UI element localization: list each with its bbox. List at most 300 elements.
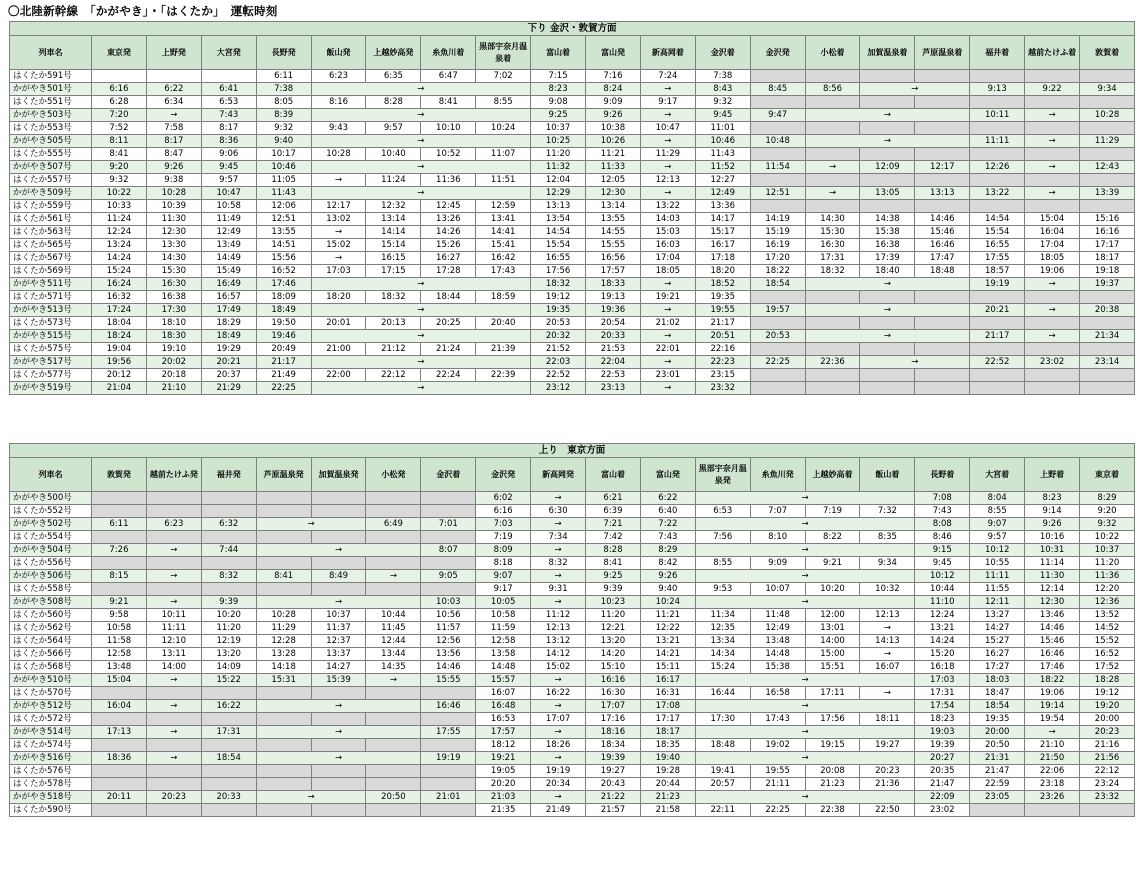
column-header: 新高岡発 <box>531 458 586 492</box>
time-cell: 19:46 <box>256 330 311 343</box>
column-header: 富山発 <box>586 36 641 70</box>
table-row <box>10 161 1135 174</box>
time-cell: 19:10 <box>146 343 201 356</box>
time-cell: 14:55 <box>586 226 641 239</box>
time-cell: 12:43 <box>1080 161 1135 174</box>
time-cell: 16:27 <box>421 252 476 265</box>
time-cell: 8:42 <box>640 557 695 570</box>
empty-cell <box>146 739 201 752</box>
time-cell: 7:24 <box>640 70 695 83</box>
time-cell: 9:57 <box>970 531 1025 544</box>
empty-cell <box>146 713 201 726</box>
empty-cell <box>860 70 915 83</box>
train-name: かがやき508号 <box>10 596 92 609</box>
time-cell: → <box>256 791 366 804</box>
time-cell: 13:49 <box>201 239 256 252</box>
time-cell: 20:53 <box>531 317 586 330</box>
time-cell: 20:23 <box>1080 726 1135 739</box>
train-name: はくたか571号 <box>10 291 92 304</box>
time-cell: 19:06 <box>1025 265 1080 278</box>
time-cell: 20:00 <box>970 726 1025 739</box>
time-cell: 10:07 <box>750 583 805 596</box>
time-cell: 6:47 <box>421 70 476 83</box>
time-cell: 14:51 <box>256 239 311 252</box>
train-name: はくたか552号 <box>10 505 92 518</box>
time-cell: 10:10 <box>421 122 476 135</box>
column-header: 敦賀着 <box>1080 36 1135 70</box>
time-cell: 8:23 <box>531 83 586 96</box>
time-cell: 13:26 <box>421 213 476 226</box>
time-cell: 9:40 <box>640 583 695 596</box>
time-cell: 13:22 <box>640 200 695 213</box>
time-cell: 16:30 <box>805 239 860 252</box>
time-cell: 9:38 <box>146 174 201 187</box>
time-cell: → <box>805 109 970 122</box>
empty-cell <box>1025 382 1080 395</box>
empty-cell <box>1025 70 1080 83</box>
time-cell: 9:40 <box>256 135 311 148</box>
column-header: 加賀温泉発 <box>311 458 366 492</box>
time-cell: 7:38 <box>695 70 750 83</box>
time-cell: 7:43 <box>640 531 695 544</box>
table-row <box>10 96 1135 109</box>
time-cell: → <box>531 700 586 713</box>
time-cell: 16:46 <box>1025 648 1080 661</box>
time-cell: 9:43 <box>311 122 366 135</box>
time-cell: 21:01 <box>421 791 476 804</box>
empty-cell <box>860 148 915 161</box>
empty-cell <box>421 739 476 752</box>
up-direction-heading: 上り 東京方面 <box>10 444 1135 458</box>
time-cell: 12:17 <box>915 161 970 174</box>
empty-cell <box>311 804 366 817</box>
time-cell: 13:20 <box>201 648 256 661</box>
time-cell: 16:07 <box>860 661 915 674</box>
time-cell: 14:21 <box>640 648 695 661</box>
time-cell: 17:55 <box>421 726 476 739</box>
time-cell: 20:33 <box>201 791 256 804</box>
table-row <box>10 622 1135 635</box>
time-cell: 7:21 <box>586 518 641 531</box>
empty-cell <box>1080 200 1135 213</box>
time-cell: 21:22 <box>586 791 641 804</box>
empty-cell <box>201 713 256 726</box>
time-cell: 13:44 <box>366 648 421 661</box>
time-cell: 8:56 <box>805 83 860 96</box>
empty-cell <box>970 317 1025 330</box>
column-header: 飯山着 <box>860 458 915 492</box>
empty-cell <box>201 804 256 817</box>
column-header: 小松着 <box>805 36 860 70</box>
time-cell: 10:20 <box>201 609 256 622</box>
time-cell: → <box>146 674 201 687</box>
time-cell: 22:25 <box>750 356 805 369</box>
time-cell: 10:22 <box>1080 531 1135 544</box>
time-cell: 11:20 <box>1080 557 1135 570</box>
time-cell: 8:32 <box>201 570 256 583</box>
column-header: 富山着 <box>586 458 641 492</box>
time-cell: 9:20 <box>92 161 147 174</box>
time-cell: 6:02 <box>476 492 531 505</box>
column-header: 上越妙高着 <box>805 458 860 492</box>
column-header: 敦賀発 <box>92 458 147 492</box>
time-cell: 16:16 <box>1080 226 1135 239</box>
time-cell: 13:20 <box>586 635 641 648</box>
time-cell: 12:35 <box>695 622 750 635</box>
time-cell: → <box>311 135 531 148</box>
empty-cell <box>201 778 256 791</box>
time-cell: 21:24 <box>421 343 476 356</box>
empty-cell <box>421 492 476 505</box>
time-cell: 16:30 <box>586 687 641 700</box>
empty-cell <box>201 739 256 752</box>
time-cell: 19:27 <box>860 739 915 752</box>
time-cell: 9:58 <box>92 609 147 622</box>
time-cell: 15:24 <box>695 661 750 674</box>
empty-cell <box>805 174 860 187</box>
time-cell: 18:24 <box>92 330 147 343</box>
time-cell: 11:58 <box>92 635 147 648</box>
train-name: かがやき509号 <box>10 187 92 200</box>
time-cell: 6:23 <box>311 70 366 83</box>
time-cell: 9:22 <box>1025 83 1080 96</box>
empty-cell <box>805 148 860 161</box>
time-cell: → <box>640 161 695 174</box>
time-cell: 6:40 <box>640 505 695 518</box>
time-cell: 7:38 <box>256 83 311 96</box>
empty-cell <box>366 687 421 700</box>
time-cell: 23:01 <box>640 369 695 382</box>
table-row <box>10 609 1135 622</box>
empty-cell <box>1025 317 1080 330</box>
empty-cell <box>805 122 860 135</box>
time-cell: 8:39 <box>256 109 311 122</box>
time-cell: 7:07 <box>750 505 805 518</box>
train-name: はくたか574号 <box>10 739 92 752</box>
time-cell: → <box>146 752 201 765</box>
time-cell: 12:24 <box>915 609 970 622</box>
time-cell: 11:30 <box>1025 570 1080 583</box>
time-cell: 17:56 <box>805 713 860 726</box>
time-cell: 10:46 <box>256 161 311 174</box>
time-cell: 8:04 <box>970 492 1025 505</box>
empty-cell <box>805 200 860 213</box>
time-cell: 18:54 <box>970 700 1025 713</box>
time-cell: 19:54 <box>1025 713 1080 726</box>
time-cell: → <box>146 726 201 739</box>
time-cell: 18:12 <box>476 739 531 752</box>
time-cell: 6:35 <box>366 70 421 83</box>
time-cell: 16:58 <box>750 687 805 700</box>
time-cell: 11:21 <box>640 609 695 622</box>
time-cell: 11:36 <box>1080 570 1135 583</box>
empty-cell <box>421 557 476 570</box>
time-cell: 19:18 <box>1080 265 1135 278</box>
time-cell: → <box>311 356 531 369</box>
time-cell: 22:04 <box>586 356 641 369</box>
time-cell: 16:16 <box>586 674 641 687</box>
time-cell: 13:14 <box>586 200 641 213</box>
time-cell: 13:58 <box>476 648 531 661</box>
time-cell: 8:41 <box>586 557 641 570</box>
time-cell: 14:46 <box>421 661 476 674</box>
time-cell: → <box>531 726 586 739</box>
time-cell: 10:12 <box>970 544 1025 557</box>
time-cell: 17:18 <box>695 252 750 265</box>
time-cell: 10:20 <box>805 583 860 596</box>
empty-cell <box>805 70 860 83</box>
time-cell: 9:07 <box>970 518 1025 531</box>
time-cell: 11:24 <box>366 174 421 187</box>
time-cell: 16:22 <box>201 700 256 713</box>
time-cell: 7:58 <box>146 122 201 135</box>
time-cell: 11:29 <box>640 148 695 161</box>
time-cell: 16:53 <box>476 713 531 726</box>
time-cell: 21:02 <box>640 317 695 330</box>
empty-cell <box>1025 122 1080 135</box>
time-cell: 17:03 <box>311 265 366 278</box>
time-cell: 20:37 <box>201 369 256 382</box>
time-cell: 13:39 <box>1080 187 1135 200</box>
time-cell: 15:54 <box>531 239 586 252</box>
time-cell: → <box>311 226 366 239</box>
time-cell: 13:13 <box>531 200 586 213</box>
time-cell: 18:54 <box>750 278 805 291</box>
time-cell: 15:41 <box>476 239 531 252</box>
table-row <box>10 648 1135 661</box>
time-cell: 14:17 <box>695 213 750 226</box>
time-cell: 23:15 <box>695 369 750 382</box>
time-cell: 18:17 <box>640 726 695 739</box>
time-cell: 14:35 <box>366 661 421 674</box>
time-cell: 22:11 <box>695 804 750 817</box>
empty-cell <box>421 583 476 596</box>
time-cell: 18:22 <box>1025 674 1080 687</box>
time-cell: 8:07 <box>421 544 476 557</box>
empty-cell <box>750 369 805 382</box>
time-cell: 18:20 <box>695 265 750 278</box>
time-cell: → <box>860 687 915 700</box>
time-cell: 13:02 <box>311 213 366 226</box>
time-cell: 20:57 <box>695 778 750 791</box>
time-cell: 9:26 <box>146 161 201 174</box>
time-cell: 8:23 <box>1025 492 1080 505</box>
time-cell: 22:25 <box>750 804 805 817</box>
time-cell: 14:14 <box>366 226 421 239</box>
time-cell: 14:54 <box>531 226 586 239</box>
empty-cell <box>92 505 147 518</box>
time-cell: 7:56 <box>695 531 750 544</box>
column-header: 芦原温泉着 <box>915 36 970 70</box>
column-header: 大宮着 <box>970 458 1025 492</box>
time-cell: 11:14 <box>1025 557 1080 570</box>
time-cell: 7:08 <box>915 492 970 505</box>
time-cell: 20:51 <box>695 330 750 343</box>
time-cell: 22:53 <box>586 369 641 382</box>
time-cell: 16:04 <box>1025 226 1080 239</box>
empty-cell <box>146 583 201 596</box>
time-cell: 13:41 <box>476 213 531 226</box>
time-cell: 8:55 <box>970 505 1025 518</box>
time-cell: 20:20 <box>476 778 531 791</box>
empty-cell <box>970 291 1025 304</box>
empty-cell <box>805 369 860 382</box>
time-cell: → <box>1025 161 1080 174</box>
down-direction-heading: 下り 金沢・敦賀方面 <box>10 22 1135 36</box>
table-row <box>10 791 1135 804</box>
column-header: 金沢発 <box>750 36 805 70</box>
time-cell: 21:52 <box>531 343 586 356</box>
time-cell: 17:11 <box>805 687 860 700</box>
time-cell: 21:03 <box>476 791 531 804</box>
time-cell: 21:36 <box>860 778 915 791</box>
time-cell: 21:31 <box>970 752 1025 765</box>
time-cell: 10:16 <box>1025 531 1080 544</box>
empty-cell <box>366 531 421 544</box>
table-row <box>10 343 1135 356</box>
time-cell: 6:16 <box>476 505 531 518</box>
empty-cell <box>860 96 915 109</box>
time-cell: 13:24 <box>92 239 147 252</box>
time-cell: 15:14 <box>366 239 421 252</box>
time-cell: 9:09 <box>586 96 641 109</box>
time-cell: 7:20 <box>92 109 147 122</box>
time-cell: 21:49 <box>531 804 586 817</box>
time-cell: 22:00 <box>311 369 366 382</box>
time-cell: 16:46 <box>915 239 970 252</box>
empty-cell <box>915 317 970 330</box>
time-cell: 14:13 <box>860 635 915 648</box>
time-cell: 21:35 <box>476 804 531 817</box>
time-cell: 23:26 <box>1025 791 1080 804</box>
time-cell: → <box>311 304 531 317</box>
time-cell: 14:09 <box>201 661 256 674</box>
time-cell: 21:49 <box>256 369 311 382</box>
time-cell: 22:01 <box>640 343 695 356</box>
train-name: はくたか568号 <box>10 661 92 674</box>
empty-cell <box>146 804 201 817</box>
time-cell: 17:27 <box>970 661 1025 674</box>
time-cell: 14:24 <box>915 635 970 648</box>
time-cell: 10:32 <box>860 583 915 596</box>
time-cell: 20:21 <box>201 356 256 369</box>
empty-cell <box>421 713 476 726</box>
train-name: はくたか556号 <box>10 557 92 570</box>
table-row <box>10 674 1135 687</box>
time-cell: 20:50 <box>366 791 421 804</box>
time-cell: 7:15 <box>531 70 586 83</box>
time-cell: 21:39 <box>476 343 531 356</box>
time-cell: 12:45 <box>421 200 476 213</box>
time-cell: 12:19 <box>201 635 256 648</box>
train-name: はくたか558号 <box>10 583 92 596</box>
column-header: 糸魚川着 <box>421 36 476 70</box>
time-cell: 13:28 <box>256 648 311 661</box>
time-cell: 23:24 <box>1080 778 1135 791</box>
time-cell: 22:03 <box>531 356 586 369</box>
empty-cell <box>970 174 1025 187</box>
column-header: 黒部宇奈月温泉発 <box>695 458 750 492</box>
empty-cell <box>146 778 201 791</box>
time-cell: 14:49 <box>201 252 256 265</box>
time-cell: 11:20 <box>531 148 586 161</box>
empty-cell <box>750 382 805 395</box>
empty-cell <box>970 382 1025 395</box>
table-row <box>10 83 1135 96</box>
time-cell: 15:46 <box>915 226 970 239</box>
time-cell: 19:19 <box>531 765 586 778</box>
time-cell: 20:34 <box>531 778 586 791</box>
time-cell: 16:46 <box>421 700 476 713</box>
time-cell: 13:56 <box>421 648 476 661</box>
time-cell: 21:16 <box>1080 739 1135 752</box>
empty-cell <box>311 739 366 752</box>
time-cell: 9:08 <box>531 96 586 109</box>
time-cell: 9:21 <box>92 596 147 609</box>
empty-cell <box>860 122 915 135</box>
train-name: かがやき506号 <box>10 570 92 583</box>
time-cell: 16:04 <box>92 700 147 713</box>
time-cell: 11:20 <box>201 622 256 635</box>
time-cell: → <box>695 700 915 713</box>
time-cell: 15:17 <box>695 226 750 239</box>
time-cell: 10:40 <box>366 148 421 161</box>
time-cell: 19:21 <box>640 291 695 304</box>
time-cell: 17:31 <box>915 687 970 700</box>
time-cell: 10:37 <box>531 122 586 135</box>
time-cell: → <box>1025 330 1080 343</box>
empty-cell <box>970 148 1025 161</box>
time-cell: → <box>805 330 970 343</box>
time-cell: 14:20 <box>586 648 641 661</box>
empty-cell <box>860 369 915 382</box>
time-cell: 19:03 <box>915 726 970 739</box>
time-cell: 6:30 <box>531 505 586 518</box>
time-cell: 11:43 <box>695 148 750 161</box>
time-cell: 18:48 <box>915 265 970 278</box>
time-cell: → <box>146 596 201 609</box>
time-cell: → <box>695 570 915 583</box>
time-cell: 9:14 <box>1025 505 1080 518</box>
time-cell: 16:24 <box>92 278 147 291</box>
time-cell: → <box>256 700 421 713</box>
time-cell: 7:03 <box>476 518 531 531</box>
time-cell <box>201 70 256 83</box>
time-cell: 18:54 <box>201 752 256 765</box>
empty-cell <box>860 382 915 395</box>
empty-cell <box>1025 148 1080 161</box>
time-cell: 23:05 <box>970 791 1025 804</box>
time-cell: 9:53 <box>695 583 750 596</box>
empty-cell <box>805 291 860 304</box>
time-cell: 12:13 <box>860 609 915 622</box>
time-cell: 17:04 <box>1025 239 1080 252</box>
time-cell: → <box>805 304 970 317</box>
empty-cell <box>1080 343 1135 356</box>
time-cell: → <box>1025 726 1080 739</box>
train-name: はくたか575号 <box>10 343 92 356</box>
time-cell: 17:56 <box>531 265 586 278</box>
empty-cell <box>1080 148 1135 161</box>
time-cell: 10:47 <box>640 122 695 135</box>
table-row <box>10 765 1135 778</box>
time-cell: 19:35 <box>970 713 1025 726</box>
time-cell: → <box>695 492 915 505</box>
time-cell: 17:03 <box>915 674 970 687</box>
time-cell: 20:49 <box>256 343 311 356</box>
time-cell: 13:55 <box>586 213 641 226</box>
time-cell: 7:16 <box>586 70 641 83</box>
